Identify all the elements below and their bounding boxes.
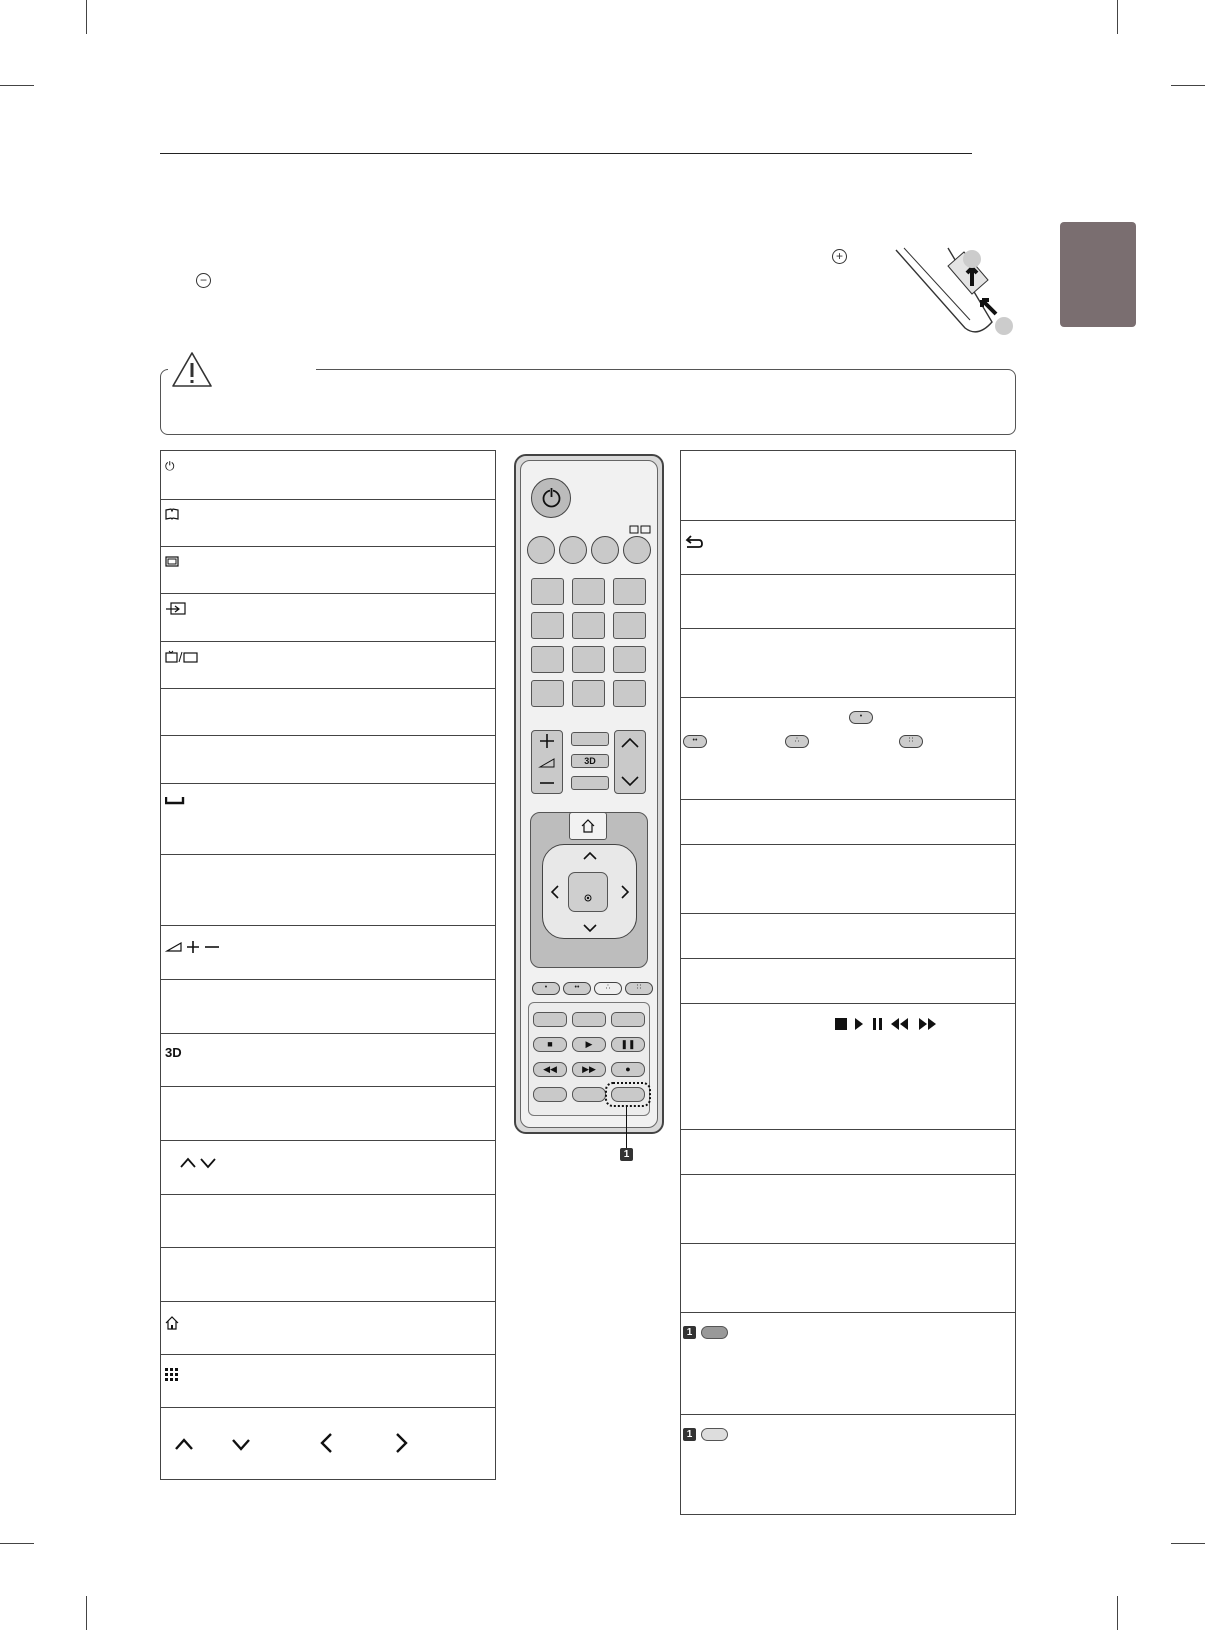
plus-terminal-icon: +	[832, 249, 847, 264]
manual-icon	[165, 508, 179, 520]
callout-number: 1	[683, 1428, 696, 1441]
table-row	[681, 913, 1015, 958]
navigation-arrows-icon	[173, 1430, 423, 1454]
table-row	[161, 688, 495, 735]
space-icon	[165, 796, 185, 806]
table-row	[161, 1354, 495, 1407]
remote-small-button	[611, 1012, 645, 1027]
table-row	[681, 1174, 1015, 1243]
remote-home-button	[569, 812, 607, 840]
callout-button-icon	[701, 1326, 728, 1339]
table-row	[161, 1033, 495, 1086]
remote-number-button	[613, 578, 646, 605]
table-row	[681, 958, 1015, 1003]
media-control-icons	[833, 1016, 953, 1032]
remote-tv-radio-button	[623, 536, 651, 564]
remote-mute-button	[571, 776, 609, 790]
remote-number-button	[613, 612, 646, 639]
callout-leader	[626, 1105, 627, 1150]
remote-ok-button	[568, 872, 608, 912]
language-tab	[1060, 222, 1136, 327]
caution-box	[160, 369, 1016, 435]
table-row	[161, 1407, 495, 1481]
callout-button-icon	[701, 1428, 728, 1441]
remote-yellow-button: ∴	[594, 982, 622, 995]
remote-number-button	[531, 612, 564, 639]
remote-pause-button: ❚❚	[611, 1037, 645, 1052]
remote-number-button	[613, 646, 646, 673]
table-row	[161, 925, 495, 979]
remote-number-button	[572, 578, 605, 605]
table-row	[681, 1003, 1015, 1129]
table-row	[161, 1301, 495, 1354]
table-row	[681, 1414, 1015, 1516]
left-button-table	[160, 450, 496, 1480]
remote-record-button: ●	[611, 1062, 645, 1077]
remote-play-button: ▶	[572, 1037, 606, 1052]
remote-input-button	[591, 536, 619, 564]
table-row	[681, 574, 1015, 628]
table-row	[681, 520, 1015, 574]
power-icon: ⏻	[165, 459, 175, 473]
remote-channel-rocker	[614, 730, 646, 794]
table-row	[681, 844, 1015, 913]
table-row	[681, 1129, 1015, 1174]
remote-control-illustration	[514, 454, 664, 1134]
right-button-table	[680, 450, 1016, 1515]
table-row	[681, 451, 1015, 520]
callout-number: 1	[683, 1326, 696, 1339]
table-row	[161, 1194, 495, 1247]
table-row	[161, 1247, 495, 1301]
callout-highlight	[605, 1082, 651, 1107]
remote-number-button	[613, 680, 646, 707]
remote-power-button	[531, 478, 571, 518]
tv-radio-icon	[165, 650, 199, 664]
table-row	[161, 1140, 495, 1194]
apps-grid-icon	[165, 1368, 178, 1381]
remote-blue-button: ∷	[625, 982, 653, 995]
remote-ratio-button	[559, 536, 587, 564]
remote-forward-button: ▶▶	[572, 1062, 606, 1077]
table-row	[681, 697, 1015, 799]
table-row	[161, 451, 495, 499]
yellow-button-icon: ∴	[785, 735, 809, 748]
remote-small-button	[572, 1087, 606, 1102]
remote-number-button	[572, 612, 605, 639]
remote-number-button	[531, 578, 564, 605]
remote-manual-button	[527, 536, 555, 564]
remote-rewind-button: ◀◀	[533, 1062, 567, 1077]
header-rule	[160, 153, 972, 154]
remote-number-button	[531, 680, 564, 707]
table-row	[161, 641, 495, 688]
remote-volume-rocker	[531, 730, 563, 794]
volume-plus-minus-icon	[165, 938, 225, 954]
input-icon	[165, 602, 187, 616]
aspect-ratio-icon	[165, 555, 179, 567]
table-row	[161, 979, 495, 1033]
green-button-icon: ••	[683, 735, 707, 748]
table-row	[161, 593, 495, 641]
remote-small-button	[571, 732, 609, 746]
table-row	[161, 499, 495, 546]
blue-button-icon: ∷	[899, 735, 923, 748]
remote-number-button	[531, 646, 564, 673]
remote-3d-button: 3D	[571, 754, 609, 768]
table-row	[161, 1086, 495, 1140]
remote-green-button: ••	[563, 982, 591, 995]
table-row	[681, 628, 1015, 697]
minus-terminal-icon: −	[196, 273, 211, 288]
3d-icon: 3D	[165, 1045, 182, 1060]
remote-number-button	[572, 646, 605, 673]
table-row	[161, 854, 495, 925]
table-row	[161, 735, 495, 783]
remote-small-button	[533, 1087, 567, 1102]
back-icon	[685, 535, 703, 549]
remote-text-button	[533, 1012, 567, 1027]
table-row	[681, 1312, 1015, 1414]
callout-number: 1	[620, 1148, 633, 1161]
table-row	[161, 783, 495, 854]
remote-stop-button: ■	[533, 1037, 567, 1052]
red-button-icon: •	[849, 711, 873, 724]
table-row	[681, 1243, 1015, 1312]
chevron-up-down-icon	[179, 1155, 219, 1171]
table-row	[161, 546, 495, 593]
tv-radio-icon	[629, 524, 651, 534]
remote-red-button: •	[532, 982, 560, 995]
battery-cover-illustration	[890, 240, 1015, 340]
remote-small-button	[572, 1012, 606, 1027]
remote-number-button	[572, 680, 605, 707]
home-icon	[165, 1316, 179, 1330]
warning-icon	[170, 350, 214, 390]
table-row	[681, 799, 1015, 844]
